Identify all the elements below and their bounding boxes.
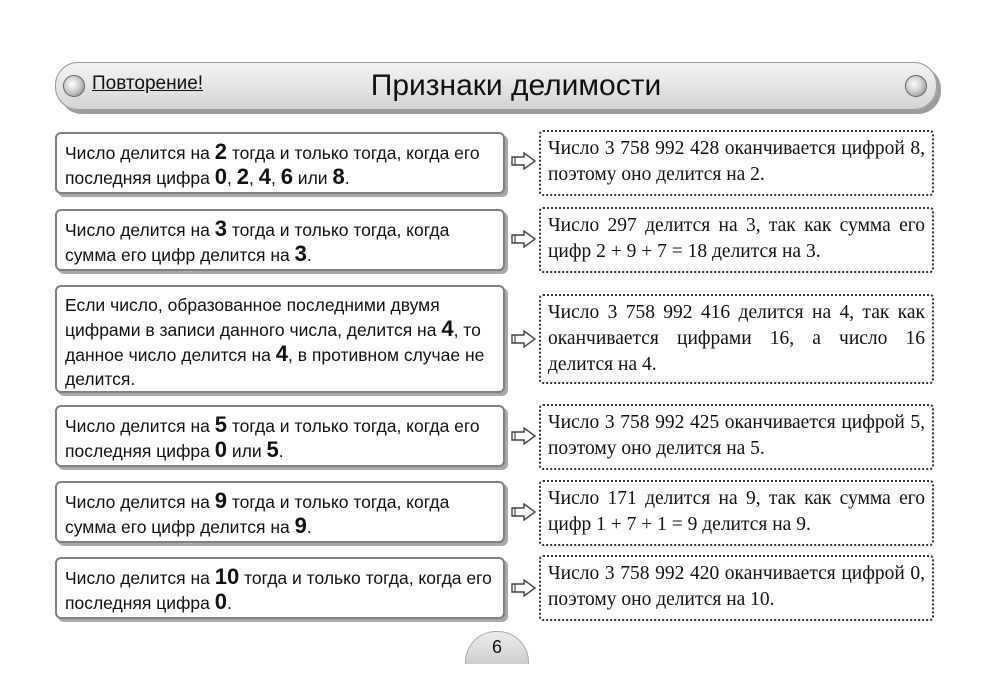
rule-text: , в противном случае не делится.: [65, 345, 485, 389]
rule-text: .: [226, 593, 232, 613]
rule-box-9: [55, 481, 505, 543]
arrow-right-icon: [511, 579, 537, 597]
rule-divisor: 5: [214, 412, 227, 437]
rule-text: .: [344, 168, 350, 188]
rule-box-5: [55, 405, 505, 467]
rule-text: .: [306, 517, 312, 537]
rule-divisor: 3: [294, 241, 307, 266]
rule-divisor: 4: [441, 316, 454, 341]
rule-divisor: 9: [214, 488, 227, 513]
rule-text: Число делится на: [65, 416, 215, 436]
arrow-right-icon: [511, 330, 537, 348]
rule-text: или: [292, 168, 333, 188]
rule-box-10: [55, 557, 505, 619]
rule-text: тогда и только тогда, когда сумма его цифр делится на: [65, 492, 450, 537]
rule-digit: 2: [236, 164, 249, 189]
rule-text: , то данное число делится на: [65, 320, 481, 365]
rule-divisor: 2: [214, 139, 227, 164]
rule-digit: 0: [214, 437, 227, 462]
example-box-5: Число 3 758 992 425 оканчивается цифрой 5, поэтому оно делится на 5.: [539, 404, 934, 470]
rule-divisor: 4: [275, 341, 289, 366]
rule-text: или: [226, 441, 267, 461]
rule-text: ,: [248, 168, 259, 188]
arrow-right-icon: [511, 427, 537, 445]
rule-text: тогда и только тогда, когда его последняя цифра: [65, 568, 492, 613]
rule-digit: 5: [266, 437, 279, 462]
arrow-right-icon: [511, 230, 537, 248]
rule-divisor: 3: [214, 216, 227, 241]
example-box-4: Число 3 758 992 416 делится на 4, так как оканчивается цифрами 16, а число 16 делится на 4.: [539, 294, 934, 384]
rule-box-3: [55, 209, 505, 271]
rule-digit: 4: [258, 164, 271, 189]
rule-digit: 0: [214, 589, 227, 614]
rule-text: Число делится на: [65, 143, 215, 163]
arrow-right-icon: [511, 503, 537, 521]
rule-digit: 8: [332, 164, 345, 189]
subtitle: Повторение!: [92, 73, 204, 94]
arrow-right-icon: [511, 152, 537, 170]
rule-digit: 6: [280, 164, 293, 189]
rule-box-4: [55, 285, 505, 393]
rule-text: тогда и только тогда, когда сумма его цифр делится на: [65, 220, 450, 265]
rule-divisor: 9: [294, 513, 307, 538]
example-box-3: Число 297 делится на 3, так как сумма его цифр 2 + 9 + 7 = 18 делится на 3.: [539, 207, 934, 273]
rule-text: .: [278, 441, 284, 461]
example-box-9: Число 171 делится на 9, так как сумма его цифр 1 + 7 + 1 = 9 делится на 9.: [539, 480, 934, 546]
page-title: Признаки делимости: [370, 69, 662, 102]
rule-divisor: 10: [214, 564, 240, 589]
rule-text: тогда и только тогда, когда его последняя цифра: [65, 143, 480, 188]
page-number: 6: [465, 631, 529, 664]
right-bullet-icon: [905, 75, 927, 97]
rule-digit: 0: [214, 164, 227, 189]
rule-box-2: [55, 132, 505, 194]
rule-text: ,: [270, 168, 281, 188]
rule-text: Число делится на: [65, 220, 215, 240]
rule-text: ,: [226, 168, 237, 188]
rule-text: тогда и только тогда, когда его последняя цифра: [65, 416, 480, 461]
rule-text: Если число, образованное последними двумя цифрами в записи данного числа, делится на: [65, 295, 442, 340]
example-box-2: Число 3 758 992 428 оканчивается цифрой 8, поэтому оно делится на 2.: [539, 130, 934, 196]
example-box-10: Число 3 758 992 420 оканчивается цифрой 0, поэтому оно делится на 10.: [539, 555, 934, 621]
header-bar: [55, 62, 937, 110]
rule-text: Число делится на: [65, 568, 215, 588]
rule-text: .: [306, 245, 312, 265]
rule-text: Число делится на: [65, 492, 215, 512]
